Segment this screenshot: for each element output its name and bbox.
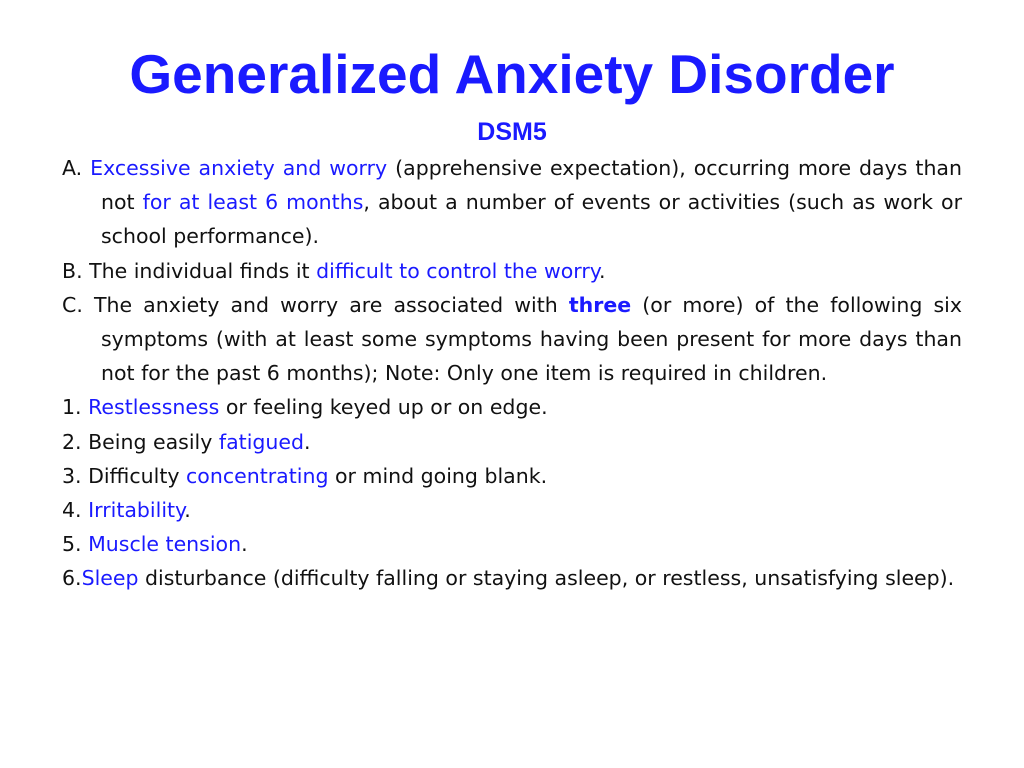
criterion-b-highlight: difficult to control the worry	[316, 258, 599, 283]
symptom-item	[62, 459, 962, 493]
symptom-item	[62, 425, 962, 459]
symptom-item	[62, 390, 962, 424]
criterion-a-text-1: (apprehensive expectation), occurring more days than not	[101, 156, 962, 215]
criterion-c-text: (or more) of the following six symptoms (with at least some symptoms having been present for more days than not for the past 6 months); Note: Only one item is required in children.	[101, 292, 962, 386]
symptom-6-highlight: Sleep	[81, 566, 139, 591]
symptom-1-suffix: or feeling keyed up or on edge.	[219, 395, 548, 420]
symptom-4-prefix: 4.	[62, 498, 89, 523]
slide-subtitle: DSM5	[477, 118, 547, 146]
criterion-a-highlight-1: Excessive anxiety and worry	[90, 156, 388, 180]
criterion-a-text-2: , about a number of events or activities (such as work or school performance).	[101, 190, 962, 249]
symptom-item	[62, 527, 962, 561]
criterion-b-text: .	[599, 258, 606, 283]
criterion-c	[62, 288, 962, 391]
symptom-3-suffix: or mind going blank.	[328, 463, 548, 488]
symptom-item	[62, 493, 962, 527]
criteria-body	[62, 151, 962, 596]
symptom-6-suffix: disturbance (difficulty falling or staying asleep, or restless, unsatisfying sleep).	[138, 566, 955, 591]
symptom-6-prefix: 6.	[62, 566, 82, 591]
symptom-5-prefix: 5.	[62, 532, 89, 557]
criterion-c-prefix: C. The anxiety and worry are associated with	[62, 292, 569, 317]
criterion-b	[62, 254, 962, 288]
symptom-3-prefix: 3. Difficulty	[62, 463, 187, 488]
symptom-5-highlight: Muscle tension	[88, 532, 242, 557]
symptom-1-highlight: Restlessness	[88, 395, 220, 420]
symptom-2-suffix: .	[304, 429, 311, 454]
symptom-4-highlight: Irritability	[88, 498, 185, 523]
symptom-item	[62, 561, 962, 595]
criterion-a-highlight-2: for at least 6 months	[142, 190, 364, 215]
symptom-2-highlight: fatigued	[218, 429, 305, 454]
symptom-2-prefix: 2. Being easily	[62, 429, 219, 454]
symptom-4-suffix: .	[184, 498, 191, 523]
symptom-1-prefix: 1.	[62, 395, 89, 420]
criterion-a	[62, 151, 962, 254]
criterion-a-prefix: A.	[62, 156, 91, 180]
symptom-3-highlight: concentrating	[186, 463, 329, 488]
criterion-c-highlight: three	[568, 292, 632, 317]
criterion-b-prefix: B. The individual finds it	[62, 258, 317, 283]
symptom-5-suffix: .	[241, 532, 248, 557]
slide-title: Generalized Anxiety Disorder	[129, 43, 895, 105]
